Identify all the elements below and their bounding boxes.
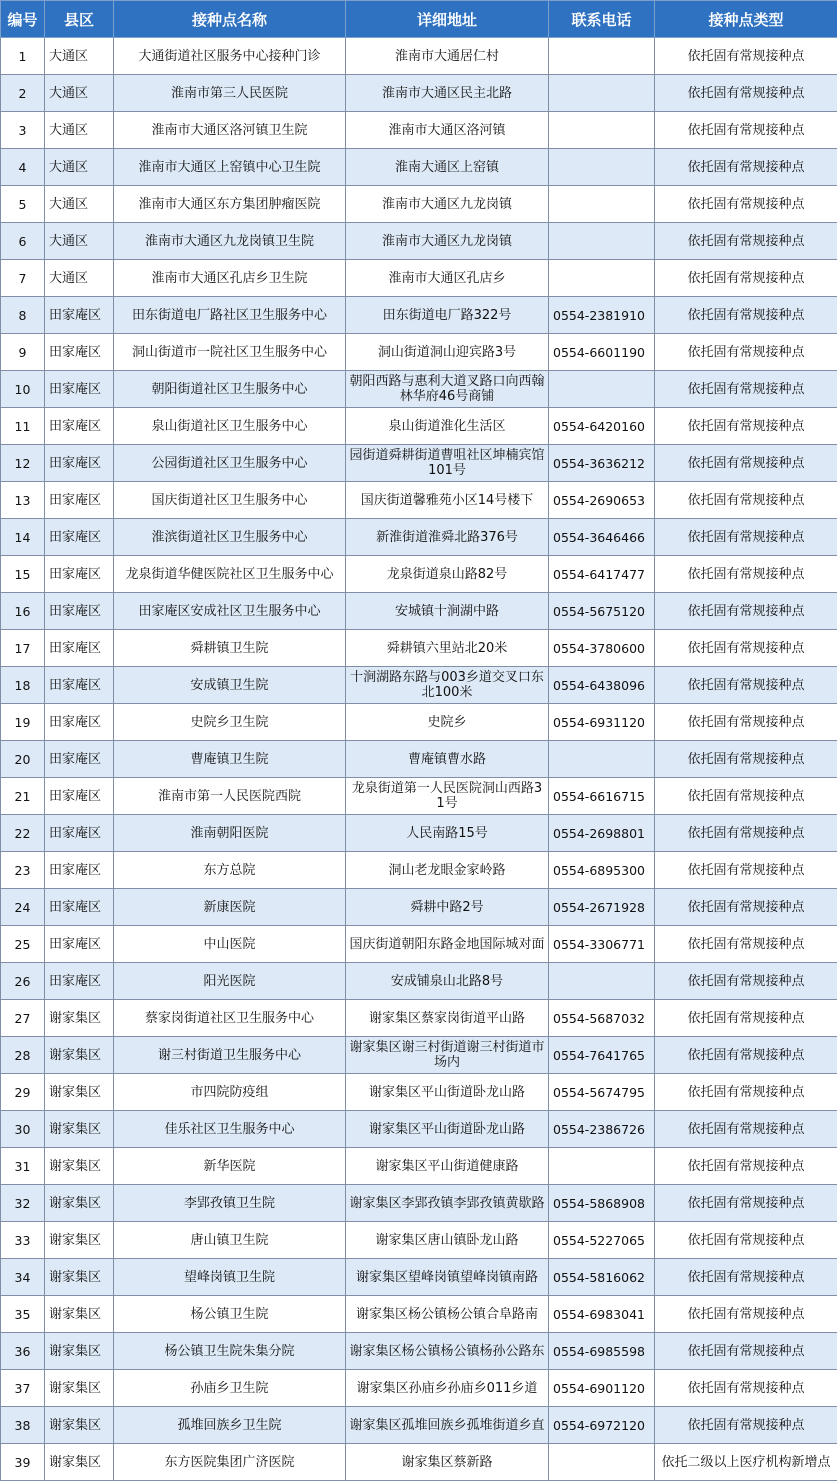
cell-name: 朝阳街道社区卫生服务中心	[114, 371, 346, 408]
cell-no: 31	[1, 1148, 45, 1185]
cell-type: 依托固有常规接种点	[655, 297, 837, 334]
cell-phone	[549, 1148, 655, 1185]
cell-type: 依托固有常规接种点	[655, 1111, 837, 1148]
cell-type: 依托固有常规接种点	[655, 1074, 837, 1111]
cell-no: 18	[1, 667, 45, 704]
table-row	[1, 741, 837, 778]
cell-type: 依托固有常规接种点	[655, 482, 837, 519]
table-row	[1, 1185, 837, 1222]
cell-address: 谢家集区谢三村街道谢三村街道市场内	[346, 1037, 549, 1074]
cell-county: 田家庵区	[45, 815, 114, 852]
cell-type: 依托固有常规接种点	[655, 1407, 837, 1444]
cell-county: 谢家集区	[45, 1333, 114, 1370]
table-row	[1, 1333, 837, 1370]
cell-address: 淮南市大通区洛河镇	[346, 112, 549, 149]
cell-address: 谢家集区孙庙乡孙庙乡011乡道	[346, 1370, 549, 1407]
table-row	[1, 1370, 837, 1407]
cell-phone	[549, 112, 655, 149]
cell-address: 谢家集区平山街道健康路	[346, 1148, 549, 1185]
cell-no: 36	[1, 1333, 45, 1370]
cell-county: 田家庵区	[45, 741, 114, 778]
cell-address: 谢家集区李郢孜镇李郢孜镇黄歇路	[346, 1185, 549, 1222]
cell-no: 7	[1, 260, 45, 297]
cell-no: 29	[1, 1074, 45, 1111]
cell-type: 依托固有常规接种点	[655, 186, 837, 223]
cell-phone: 0554-6895300	[549, 852, 655, 889]
cell-no: 19	[1, 704, 45, 741]
table-row	[1, 1296, 837, 1333]
cell-address: 谢家集区唐山镇卧龙山路	[346, 1222, 549, 1259]
cell-type: 依托固有常规接种点	[655, 926, 837, 963]
cell-phone: 0554-2671928	[549, 889, 655, 926]
cell-address: 淮南市大通区九龙岗镇	[346, 223, 549, 260]
cell-no: 16	[1, 593, 45, 630]
cell-county: 谢家集区	[45, 1407, 114, 1444]
cell-phone: 0554-5687032	[549, 1000, 655, 1037]
cell-phone: 0554-5675120	[549, 593, 655, 630]
cell-type: 依托固有常规接种点	[655, 1185, 837, 1222]
table-row	[1, 1148, 837, 1185]
cell-no: 20	[1, 741, 45, 778]
cell-phone: 0554-2381910	[549, 297, 655, 334]
table-row	[1, 963, 837, 1000]
cell-name: 史院乡卫生院	[114, 704, 346, 741]
cell-type: 依托固有常规接种点	[655, 704, 837, 741]
cell-name: 东方医院集团广济医院	[114, 1444, 346, 1481]
cell-type: 依托固有常规接种点	[655, 1259, 837, 1296]
cell-name: 国庆街道社区卫生服务中心	[114, 482, 346, 519]
cell-county: 田家庵区	[45, 926, 114, 963]
header-phone: 联系电话	[549, 1, 655, 38]
cell-name: 淮滨街道社区卫生服务中心	[114, 519, 346, 556]
table-row	[1, 75, 837, 112]
table-row	[1, 1111, 837, 1148]
cell-address: 安成铺泉山北路8号	[346, 963, 549, 1000]
cell-county: 大通区	[45, 260, 114, 297]
cell-type: 依托固有常规接种点	[655, 408, 837, 445]
table-row	[1, 445, 837, 482]
cell-phone: 0554-6601190	[549, 334, 655, 371]
cell-phone: 0554-3646466	[549, 519, 655, 556]
cell-type: 依托二级以上医疗机构新增点	[655, 1444, 837, 1481]
cell-county: 大通区	[45, 186, 114, 223]
cell-name: 龙泉街道华健医院社区卫生服务中心	[114, 556, 346, 593]
table-row	[1, 223, 837, 260]
cell-type: 依托固有常规接种点	[655, 593, 837, 630]
cell-name: 杨公镇卫生院朱集分院	[114, 1333, 346, 1370]
cell-no: 23	[1, 852, 45, 889]
cell-phone: 0554-3780600	[549, 630, 655, 667]
cell-name: 曹庵镇卫生院	[114, 741, 346, 778]
cell-phone	[549, 1444, 655, 1481]
table-row	[1, 815, 837, 852]
cell-address: 园街道舜耕街道曹咀社区坤楠宾馆101号	[346, 445, 549, 482]
cell-no: 10	[1, 371, 45, 408]
cell-county: 田家庵区	[45, 482, 114, 519]
cell-name: 田家庵区安成社区卫生服务中心	[114, 593, 346, 630]
cell-county: 大通区	[45, 223, 114, 260]
cell-phone: 0554-6420160	[549, 408, 655, 445]
cell-name: 舜耕镇卫生院	[114, 630, 346, 667]
table-row	[1, 852, 837, 889]
cell-type: 依托固有常规接种点	[655, 1333, 837, 1370]
cell-no: 37	[1, 1370, 45, 1407]
cell-address: 谢家集区望峰岗镇望峰岗镇南路	[346, 1259, 549, 1296]
cell-name: 公园街道社区卫生服务中心	[114, 445, 346, 482]
cell-address: 谢家集区平山街道卧龙山路	[346, 1074, 549, 1111]
cell-type: 依托固有常规接种点	[655, 630, 837, 667]
cell-name: 中山医院	[114, 926, 346, 963]
cell-no: 24	[1, 889, 45, 926]
cell-phone	[549, 260, 655, 297]
cell-phone: 0554-6616715	[549, 778, 655, 815]
cell-county: 田家庵区	[45, 334, 114, 371]
cell-phone: 0554-2690653	[549, 482, 655, 519]
cell-county: 谢家集区	[45, 1370, 114, 1407]
cell-type: 依托固有常规接种点	[655, 1148, 837, 1185]
cell-phone: 0554-6901120	[549, 1370, 655, 1407]
cell-type: 依托固有常规接种点	[655, 556, 837, 593]
cell-no: 1	[1, 38, 45, 75]
cell-phone: 0554-3636212	[549, 445, 655, 482]
cell-address: 谢家集区蔡家岗街道平山路	[346, 1000, 549, 1037]
cell-phone: 0554-5868908	[549, 1185, 655, 1222]
cell-name: 田东街道电厂路社区卫生服务中心	[114, 297, 346, 334]
cell-county: 田家庵区	[45, 852, 114, 889]
table-row	[1, 334, 837, 371]
cell-name: 孤堆回族乡卫生院	[114, 1407, 346, 1444]
cell-address: 田东街道电厂路322号	[346, 297, 549, 334]
cell-no: 11	[1, 408, 45, 445]
cell-address: 谢家集区蔡新路	[346, 1444, 549, 1481]
cell-county: 谢家集区	[45, 1074, 114, 1111]
cell-no: 39	[1, 1444, 45, 1481]
cell-county: 田家庵区	[45, 963, 114, 1000]
table-row	[1, 186, 837, 223]
cell-no: 35	[1, 1296, 45, 1333]
cell-address: 淮南市大通居仁村	[346, 38, 549, 75]
cell-phone: 0554-5674795	[549, 1074, 655, 1111]
cell-county: 田家庵区	[45, 408, 114, 445]
cell-name: 孙庙乡卫生院	[114, 1370, 346, 1407]
header-type: 接种点类型	[655, 1, 837, 38]
cell-phone: 0554-6985598	[549, 1333, 655, 1370]
header-county: 县区	[45, 1, 114, 38]
cell-phone	[549, 963, 655, 1000]
cell-phone: 0554-6931120	[549, 704, 655, 741]
table-row	[1, 149, 837, 186]
cell-address: 谢家集区平山街道卧龙山路	[346, 1111, 549, 1148]
cell-address: 洞山老龙眼金家岭路	[346, 852, 549, 889]
table-row	[1, 297, 837, 334]
cell-no: 27	[1, 1000, 45, 1037]
cell-address: 舜耕中路2号	[346, 889, 549, 926]
cell-phone	[549, 149, 655, 186]
cell-name: 淮南市大通区孔店乡卫生院	[114, 260, 346, 297]
cell-type: 依托固有常规接种点	[655, 223, 837, 260]
cell-no: 28	[1, 1037, 45, 1074]
table-row	[1, 889, 837, 926]
cell-county: 田家庵区	[45, 778, 114, 815]
cell-type: 依托固有常规接种点	[655, 38, 837, 75]
cell-name: 蔡家岗街道社区卫生服务中心	[114, 1000, 346, 1037]
cell-address: 龙泉街道第一人民医院洞山西路31号	[346, 778, 549, 815]
cell-no: 33	[1, 1222, 45, 1259]
cell-county: 田家庵区	[45, 556, 114, 593]
header-no: 编号	[1, 1, 45, 38]
cell-address: 十涧湖路东路与003乡道交叉口东北100米	[346, 667, 549, 704]
cell-type: 依托固有常规接种点	[655, 112, 837, 149]
cell-no: 13	[1, 482, 45, 519]
cell-phone: 0554-6417477	[549, 556, 655, 593]
cell-no: 34	[1, 1259, 45, 1296]
cell-county: 田家庵区	[45, 889, 114, 926]
cell-type: 依托固有常规接种点	[655, 1370, 837, 1407]
cell-type: 依托固有常规接种点	[655, 1222, 837, 1259]
table-row	[1, 926, 837, 963]
cell-address: 泉山街道淮化生活区	[346, 408, 549, 445]
cell-name: 望峰岗镇卫生院	[114, 1259, 346, 1296]
cell-phone: 0554-3306771	[549, 926, 655, 963]
cell-name: 东方总院	[114, 852, 346, 889]
cell-county: 田家庵区	[45, 519, 114, 556]
cell-no: 25	[1, 926, 45, 963]
cell-no: 32	[1, 1185, 45, 1222]
cell-no: 17	[1, 630, 45, 667]
table-row	[1, 1407, 837, 1444]
cell-name: 杨公镇卫生院	[114, 1296, 346, 1333]
cell-type: 依托固有常规接种点	[655, 815, 837, 852]
cell-county: 田家庵区	[45, 667, 114, 704]
cell-name: 泉山街道社区卫生服务中心	[114, 408, 346, 445]
cell-county: 大通区	[45, 112, 114, 149]
cell-no: 14	[1, 519, 45, 556]
cell-county: 大通区	[45, 38, 114, 75]
cell-address: 安城镇十涧湖中路	[346, 593, 549, 630]
cell-no: 22	[1, 815, 45, 852]
cell-address: 龙泉街道泉山路82号	[346, 556, 549, 593]
table-row	[1, 38, 837, 75]
cell-type: 依托固有常规接种点	[655, 963, 837, 1000]
cell-phone: 0554-5227065	[549, 1222, 655, 1259]
cell-type: 依托固有常规接种点	[655, 1000, 837, 1037]
cell-address: 淮南市大通区民主北路	[346, 75, 549, 112]
table-row	[1, 519, 837, 556]
cell-type: 依托固有常规接种点	[655, 260, 837, 297]
cell-county: 谢家集区	[45, 1222, 114, 1259]
cell-phone	[549, 75, 655, 112]
cell-name: 淮南市第一人民医院西院	[114, 778, 346, 815]
cell-phone: 0554-6972120	[549, 1407, 655, 1444]
cell-no: 26	[1, 963, 45, 1000]
cell-county: 田家庵区	[45, 704, 114, 741]
table-row	[1, 593, 837, 630]
cell-no: 6	[1, 223, 45, 260]
cell-no: 9	[1, 334, 45, 371]
cell-county: 谢家集区	[45, 1037, 114, 1074]
cell-address: 新淮街道淮舜北路376号	[346, 519, 549, 556]
cell-phone: 0554-2698801	[549, 815, 655, 852]
table-row	[1, 1222, 837, 1259]
cell-address: 舜耕镇六里站北20米	[346, 630, 549, 667]
cell-no: 8	[1, 297, 45, 334]
cell-type: 依托固有常规接种点	[655, 371, 837, 408]
cell-name: 淮南市大通区洛河镇卫生院	[114, 112, 346, 149]
table-row	[1, 630, 837, 667]
table-row	[1, 1074, 837, 1111]
cell-phone: 0554-7641765	[549, 1037, 655, 1074]
table-row	[1, 408, 837, 445]
cell-no: 15	[1, 556, 45, 593]
cell-no: 30	[1, 1111, 45, 1148]
cell-phone: 0554-2386726	[549, 1111, 655, 1148]
table-row	[1, 1259, 837, 1296]
cell-county: 田家庵区	[45, 593, 114, 630]
cell-type: 依托固有常规接种点	[655, 667, 837, 704]
table-row	[1, 371, 837, 408]
cell-name: 淮南市大通区九龙岗镇卫生院	[114, 223, 346, 260]
cell-phone	[549, 371, 655, 408]
cell-type: 依托固有常规接种点	[655, 149, 837, 186]
cell-phone	[549, 38, 655, 75]
cell-address: 淮南大通区上窑镇	[346, 149, 549, 186]
table-row	[1, 667, 837, 704]
cell-no: 4	[1, 149, 45, 186]
cell-address: 谢家集区杨公镇杨公镇杨孙公路东	[346, 1333, 549, 1370]
cell-no: 12	[1, 445, 45, 482]
cell-phone: 0554-5816062	[549, 1259, 655, 1296]
cell-address: 谢家集区杨公镇杨公镇合阜路南	[346, 1296, 549, 1333]
cell-type: 依托固有常规接种点	[655, 852, 837, 889]
cell-address: 谢家集区孤堆回族乡孤堆街道乡直	[346, 1407, 549, 1444]
cell-name: 李郢孜镇卫生院	[114, 1185, 346, 1222]
cell-type: 依托固有常规接种点	[655, 334, 837, 371]
cell-name: 阳光医院	[114, 963, 346, 1000]
table-row	[1, 112, 837, 149]
cell-type: 依托固有常规接种点	[655, 889, 837, 926]
cell-county: 谢家集区	[45, 1148, 114, 1185]
table-row	[1, 1037, 837, 1074]
cell-no: 5	[1, 186, 45, 223]
cell-county: 田家庵区	[45, 445, 114, 482]
cell-type: 依托固有常规接种点	[655, 1296, 837, 1333]
cell-address: 人民南路15号	[346, 815, 549, 852]
cell-phone: 0554-6438096	[549, 667, 655, 704]
cell-name: 淮南朝阳医院	[114, 815, 346, 852]
cell-county: 田家庵区	[45, 297, 114, 334]
cell-name: 佳乐社区卫生服务中心	[114, 1111, 346, 1148]
cell-address: 淮南市大通区九龙岗镇	[346, 186, 549, 223]
cell-address: 洞山街道洞山迎宾路3号	[346, 334, 549, 371]
table-row	[1, 704, 837, 741]
cell-county: 谢家集区	[45, 1000, 114, 1037]
cell-phone: 0554-6983041	[549, 1296, 655, 1333]
cell-address: 国庆街道馨雅苑小区14号楼下	[346, 482, 549, 519]
table-row	[1, 1000, 837, 1037]
cell-name: 谢三村街道卫生服务中心	[114, 1037, 346, 1074]
cell-phone	[549, 186, 655, 223]
header-name: 接种点名称	[114, 1, 346, 38]
table-row	[1, 482, 837, 519]
cell-name: 新康医院	[114, 889, 346, 926]
cell-type: 依托固有常规接种点	[655, 519, 837, 556]
table-row	[1, 1444, 837, 1481]
cell-phone	[549, 223, 655, 260]
cell-county: 谢家集区	[45, 1296, 114, 1333]
cell-county: 谢家集区	[45, 1111, 114, 1148]
cell-county: 田家庵区	[45, 630, 114, 667]
cell-name: 新华医院	[114, 1148, 346, 1185]
cell-type: 依托固有常规接种点	[655, 778, 837, 815]
cell-name: 淮南市第三人民医院	[114, 75, 346, 112]
cell-county: 大通区	[45, 75, 114, 112]
cell-phone	[549, 741, 655, 778]
cell-address: 淮南市大通区孔店乡	[346, 260, 549, 297]
cell-no: 3	[1, 112, 45, 149]
cell-address: 史院乡	[346, 704, 549, 741]
table-body	[1, 38, 837, 1481]
cell-name: 大通街道社区服务中心接种门诊	[114, 38, 346, 75]
table-row	[1, 778, 837, 815]
cell-county: 谢家集区	[45, 1444, 114, 1481]
cell-county: 谢家集区	[45, 1185, 114, 1222]
cell-no: 2	[1, 75, 45, 112]
table-row	[1, 260, 837, 297]
cell-name: 淮南市大通区东方集团肿瘤医院	[114, 186, 346, 223]
cell-name: 市四院防疫组	[114, 1074, 346, 1111]
cell-type: 依托固有常规接种点	[655, 741, 837, 778]
cell-no: 38	[1, 1407, 45, 1444]
table-header-row	[1, 1, 837, 38]
cell-no: 21	[1, 778, 45, 815]
cell-name: 淮南市大通区上窑镇中心卫生院	[114, 149, 346, 186]
cell-address: 朝阳西路与惠利大道叉路口向西翰林华府46号商铺	[346, 371, 549, 408]
cell-name: 洞山街道市一院社区卫生服务中心	[114, 334, 346, 371]
cell-name: 唐山镇卫生院	[114, 1222, 346, 1259]
cell-type: 依托固有常规接种点	[655, 75, 837, 112]
cell-county: 谢家集区	[45, 1259, 114, 1296]
header-address: 详细地址	[346, 1, 549, 38]
table-row	[1, 556, 837, 593]
cell-type: 依托固有常规接种点	[655, 1037, 837, 1074]
cell-county: 大通区	[45, 149, 114, 186]
cell-county: 田家庵区	[45, 371, 114, 408]
cell-address: 曹庵镇曹水路	[346, 741, 549, 778]
cell-address: 国庆街道朝阳东路金地国际城对面	[346, 926, 549, 963]
cell-type: 依托固有常规接种点	[655, 445, 837, 482]
cell-name: 安成镇卫生院	[114, 667, 346, 704]
